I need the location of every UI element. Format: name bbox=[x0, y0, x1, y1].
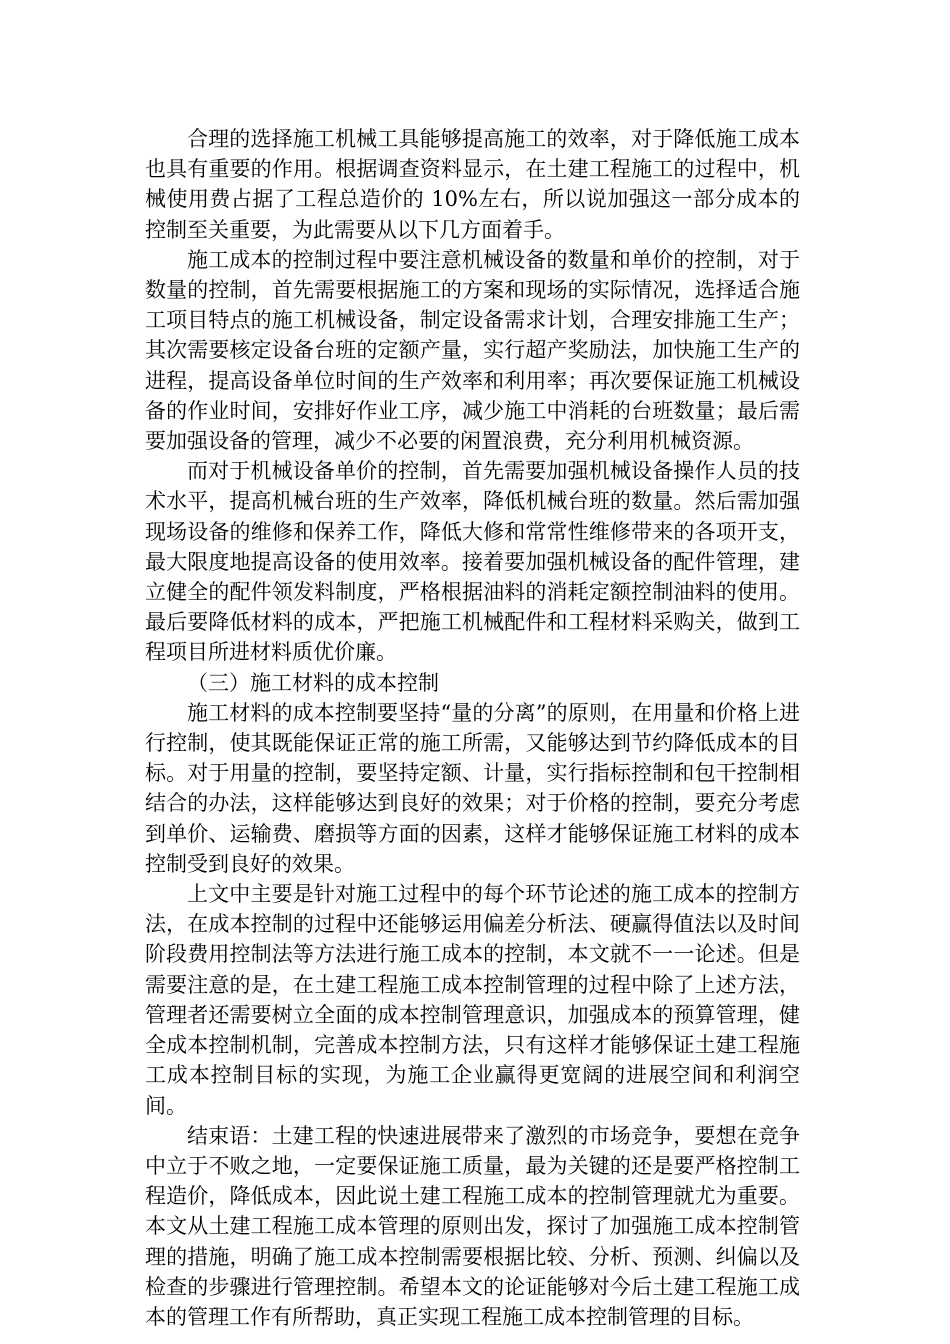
paragraph-machinery-quantity-control: 施工成本的控制过程中要注意机械设备的数量和单价的控制，对于数量的控制，首先需要根据施工的方案和现场的实际情况，选择适合施工项目特点的施工机械设备，制定设备需求计划，合理安排施工生产；其次需要核定设备台班的定额产量，实行超产奖励法，加快施工生产的进程，提高设备单位时间的生产效率和利用率；再次要保证施工机械设备的作业时间，安排好作业工序，减少施工中消耗的台班数量；最后需要加强设备的管理，减少不必要的闲置浪费，充分利用机械资源。 bbox=[145, 247, 800, 454]
section-heading-material-cost: （三）施工材料的成本控制 bbox=[187, 670, 439, 695]
paragraph-cost-control-methods: 上文中主要是针对施工过程中的每个环节论述的施工成本的控制方法，在成本控制的过程中还能够运用偏差分析法、硬赢得值法以及时间阶段费用控制法等方法进行施工成本的控制，本文就不一一论述。但是需要注意的是，在土建工程施工成本控制管理的过程中除了上述方法，管理者还需要树立全面的成本控制管理意识，加强成本的预算管理，健全成本控制机制，完善成本控制方法，只有这样才能够保证土建工程施工成本控制目标的实现，为施工企业赢得更宽阔的进展空间和利润空间。 bbox=[145, 882, 800, 1118]
paragraph-material-cost-control: 施工材料的成本控制要坚持“量的分离”的原则，在用量和价格上进行控制，使其既能保证正常的施工所需，又能够达到节约降低成本的目标。对于用量的控制，要坚持定额、计量，实行指标控制和包干控制相结合的办法，这样能够达到良好的效果；对于价格的控制，要充分考虑到单价、运输费、磨损等方面的因素，这样才能够保证施工材料的成本控制受到良好的效果。 bbox=[145, 700, 800, 876]
paragraph-conclusion: 结束语：土建工程的快速进展带来了激烈的市场竞争，要想在竞争中立于不败之地，一定要保证施工质量，最为关键的还是要严格控制工程造价，降低成本，因此说土建工程施工成本的控制管理就尤为重要。本文从土建工程施工成本管理的原则出发，探讨了加强施工成本控制管理的措施，明确了施工成本控制需要根据比较、分析、预测、纠偏以及检查的步骤进行管理控制。希望本文的论证能够对今后土建工程施工成本的管理工作有所帮助，真正实现工程施工成本控制管理的目标。 bbox=[145, 1123, 800, 1329]
document-body bbox=[145, 124, 800, 1332]
paragraph-machinery-selection: 合理的选择施工机械工具能够提高施工的效率，对于降低施工成本也具有重要的作用。根据调查资料显示，在土建工程施工的过程中，机械使用费占据了工程总造价的 10%左右，所以说加强这一部分成本的控制至关重要，为此需要从以下几方面着手。 bbox=[145, 127, 800, 242]
paragraph-machinery-unit-price-control: 而对于机械设备单价的控制，首先需要加强机械设备操作人员的技术水平，提高机械台班的生产效率，降低机械台班的数量。然后需加强现场设备的维修和保养工作，降低大修和常常性维修带来的各项开支，最大限度地提高设备的使用效率。接着要加强机械设备的配件管理，建立健全的配件领发料制度，严格根据油料的消耗定额控制油料的使用。最后要降低材料的成本，严把施工机械配件和工程材料采购关，做到工程项目所进材料质优价廉。 bbox=[145, 459, 800, 665]
